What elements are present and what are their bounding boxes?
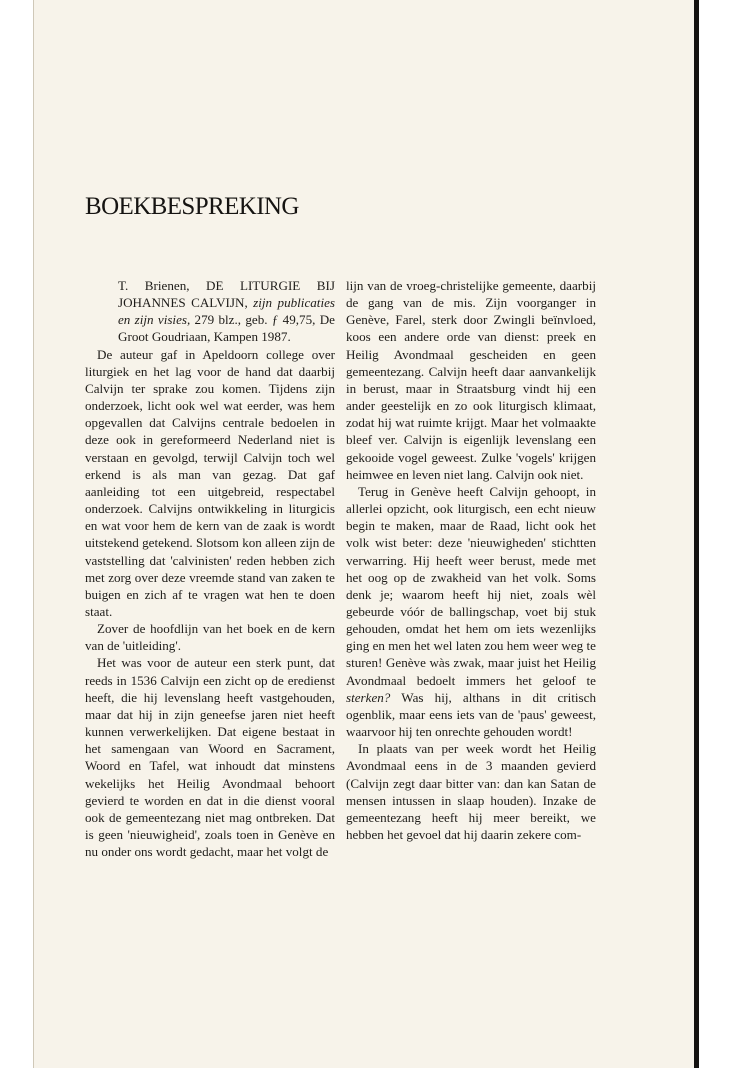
paragraph: lijn van de vroeg-christelijke gemeente, daarbij de gang van de mis. Zijn voorganger in Genève, Farel, sterk door Zwingli beïnvloed, koos een andere orde van dienst: preek en Heilig Avondmaal gescheiden en geen gemeentezang. Calvijn heeft daar aanvankelijk in berust, maar in Straatsburg vindt hij een ander geestelijk en zo ook liturgisch klimaat, zodat hij wat ruimte krijgt. Maar het volmaakte bleef ver. Calvijn is eigenlijk levenslang een gekooide vogel geweest. Zulke 'vogels' krijgen heimwee en leven niet lang. Calvijn ook niet. (346, 278, 596, 482)
paragraph: In plaats van per week wordt het Heilig Avondmaal eens in de 3 maanden gevierd (Calvijn zegt daar bitter van: dan kan Satan de mensen intussen in slaap houden). Inzake de gemeentezang heeft hij meer bereikt, we hebben het gevoel dat hij daarin zekere com- (346, 741, 596, 842)
page-edge (33, 0, 34, 1068)
section-heading: BOEKBESPREKING (85, 193, 299, 220)
binding-edge (694, 0, 699, 1068)
bibliographic-entry: T. Brienen, DE LITURGIE BIJ JOHANNES CALVIJN, zijn publicaties en zijn visies, 279 blz., geb. ƒ 49,75, De Groot Goudriaan, Kampen 1987. (118, 278, 335, 345)
paragraph-text: Was hij, althans in dit critisch ogenblik, maar eens iets van de 'paus' geweest, waarvoor hij ten onrechte gehouden wordt! (346, 689, 596, 740)
paragraph-text: Terug in Genève heeft Calvijn gehoopt, in allerlei opzicht, ook liturgisch, een echt nieuw begin te maken, maar de Raad, licht ook het volk wist beter: deze 'nieuwigheden' stichtten verwarring. Hij heeft weer berust, mede met het oog op de zwakheid van het volk. Soms denk je; waarom heeft hij niet, zoals wèl gebeurde vóór de ballingschap, voet bij stuk gehouden, omdat het hem om iets wezenlijks ging en men het wel laten zou hem weer weg te sturen! Genève wàs zwak, maar juist het Heilig Avondmaal bedoelt immers het geloof te (346, 483, 596, 688)
right-column (346, 277, 596, 843)
book-publication-details: 279 blz., geb. ƒ 49,75, De Groot Goudriaan, Kampen 1987. (118, 312, 335, 345)
book-subtitle: zijn publicaties en zijn visies, (118, 295, 335, 328)
book-title: DE LITURGIE BIJ JOHANNES CALVIJN (118, 278, 335, 311)
book-author: T. Brienen, (118, 278, 206, 293)
paragraph: Het was voor de auteur een sterk punt, dat reeds in 1536 Calvijn een zicht op de eredienst heeft, die hij levenslang heeft vastgehouden, maar dat hij in zijn geneefse jaren niet heeft kunnen verwerkelijken. Dat eigene bestaat in het samengaan van Woord en Sacrament, Woord en Tafel, wat inhoudt dat minstens wekelijks het Heilig Avondmaal behoort gevierd te worden en dat in die dienst vooral ook de gemeentezang niet mag ontbreken. Dat is geen 'nieuwigheid', zoals toen in Genève en nu onder ons wordt gedacht, maar het volgt de (85, 655, 335, 860)
emphasis: sterken? (346, 689, 391, 705)
paragraph: De auteur gaf in Apeldoorn college over liturgiek en het lag voor de hand dat daarbij Calvijn ter sprake zou komen. Tijdens zijn onderzoek, licht ook wel wat eerder, was hem opgevallen dat Calvijns centrale bedoelen in deze ook in gereformeerd Nederland niet is verstaan en gevolgd, terwijl Calvijn toch wel erkend is als man van gezag. Dat gaf aanleiding tot een uitgebreid, respectabel onderzoek. Calvijns ontwikkeling in liturgicis en wat voor hem de kern van de zaak is wordt uitstekend getekend. Slotsom kon alleen zijn de vaststelling dat 'calvinisten' reden hebben zich met zorg over deze vreemde stand van zaken te buigen en zich af te vragen wat hen te doen staat. (85, 346, 335, 619)
paragraph (346, 483, 596, 740)
left-column (85, 277, 335, 860)
paragraph: Zover de hoofdlijn van het boek en de kern van de 'uitleiding'. (85, 621, 335, 654)
